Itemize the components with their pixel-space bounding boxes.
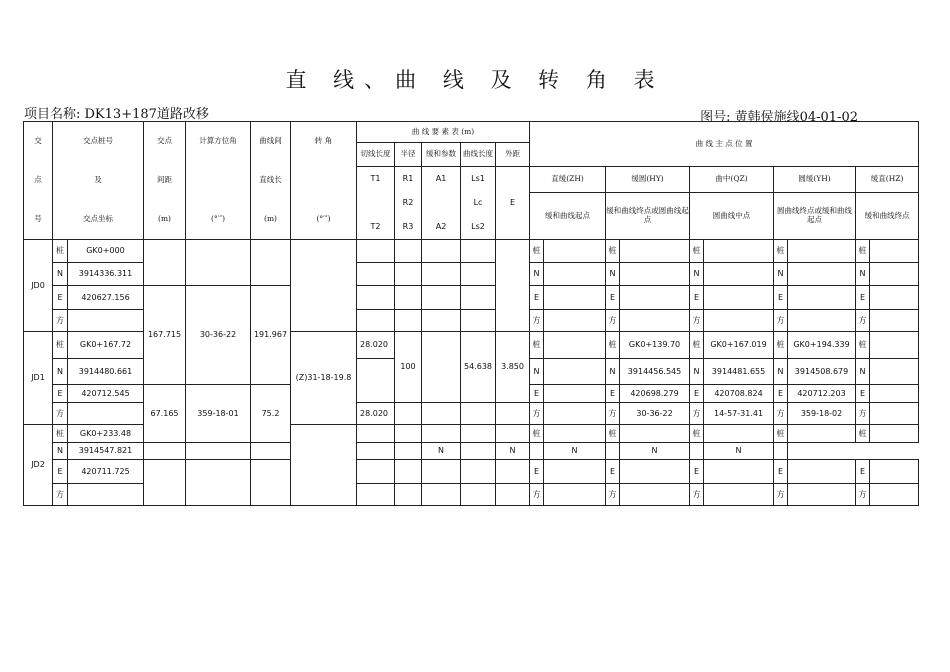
- curve-elements-header: 曲 线 要 素 表 (m): [357, 122, 530, 143]
- row-label: N: [774, 359, 788, 385]
- row-label: N: [496, 443, 530, 460]
- hy-n: 3914456.545: [620, 359, 690, 385]
- hy-direction: 30-36-22: [620, 403, 690, 425]
- jd1-external: 3.850: [496, 332, 530, 403]
- hy-e: 420698.279: [620, 385, 690, 403]
- empty-cell: [704, 286, 774, 310]
- r-codes: R1 R2 R3: [395, 167, 422, 240]
- empty-cell: [422, 240, 461, 263]
- empty-cell: [544, 332, 606, 359]
- jd-header: 交 点 号: [24, 122, 53, 240]
- empty-cell: [395, 240, 422, 263]
- pile-header: 交点桩号 及 交点坐标: [53, 122, 144, 240]
- row-label: E: [606, 385, 620, 403]
- jd0-e: 420627.156: [68, 286, 144, 310]
- row-label: N: [422, 443, 461, 460]
- empty-cell: [186, 443, 251, 460]
- main-points-header: 曲 线 主 点 位 置: [530, 122, 919, 167]
- yh-pile: GK0+194.339: [788, 332, 856, 359]
- table-row: [24, 286, 919, 310]
- empty-cell: [357, 484, 395, 506]
- row-label: E: [690, 286, 704, 310]
- empty-cell: [544, 240, 606, 263]
- row-label: N: [53, 359, 68, 385]
- qz-pile: GK0+167.019: [704, 332, 774, 359]
- empty-cell: [690, 443, 704, 460]
- empty-cell: [704, 310, 774, 332]
- empty-cell: [461, 286, 496, 310]
- empty-cell: [461, 425, 496, 443]
- seg1-distance: 167.715: [144, 286, 186, 385]
- row-label: 桩: [856, 425, 870, 443]
- row-label: E: [774, 460, 788, 484]
- jd0-n: 3914336.311: [68, 263, 144, 286]
- empty-cell: [251, 460, 291, 506]
- row-label: 方: [606, 484, 620, 506]
- empty-cell: [544, 460, 606, 484]
- zh-sub: 缓和曲线起点: [530, 193, 606, 240]
- empty-cell: [774, 443, 788, 460]
- table-row: [24, 443, 919, 460]
- row-label: 桩: [530, 425, 544, 443]
- empty-cell: [144, 443, 186, 460]
- empty-cell: [395, 263, 422, 286]
- empty-cell: [620, 240, 690, 263]
- qz-n: 3914481.655: [704, 359, 774, 385]
- hy-pile: GK0+139.70: [620, 332, 690, 359]
- empty-cell: [870, 332, 919, 359]
- row-label: 桩: [606, 425, 620, 443]
- empty-cell: [395, 460, 422, 484]
- curve-length-header: 曲线长度: [461, 143, 496, 167]
- jd1-pile: GK0+167.72: [68, 332, 144, 359]
- hy-sub: 缓和曲线终点或圆曲线起点: [606, 193, 690, 240]
- row-label: 桩: [774, 425, 788, 443]
- row-label: 方: [690, 310, 704, 332]
- empty-cell: [291, 240, 357, 332]
- zh-header: 直缓(ZH): [530, 167, 606, 193]
- empty-cell: [544, 385, 606, 403]
- row-label: E: [53, 460, 68, 484]
- curve-table: [23, 121, 919, 506]
- drawing-number: 图号: 黄韩侯施线04-01-02: [700, 110, 858, 125]
- empty-cell: [357, 310, 395, 332]
- empty-cell: [870, 425, 919, 443]
- empty-cell: [544, 310, 606, 332]
- yh-header: 圆缓(YH): [774, 167, 856, 193]
- row-label: N: [53, 263, 68, 286]
- row-label: 方: [606, 310, 620, 332]
- jd1-t1: 28.020: [357, 332, 395, 359]
- row-label: N: [606, 263, 620, 286]
- row-label: 方: [606, 403, 620, 425]
- row-label: 桩: [774, 332, 788, 359]
- hz-sub: 缓和曲线终点: [856, 193, 919, 240]
- row-label: 方: [530, 484, 544, 506]
- empty-cell: [422, 460, 461, 484]
- empty-cell: [395, 484, 422, 506]
- row-label: 桩: [606, 332, 620, 359]
- empty-cell: [357, 425, 395, 443]
- empty-cell: [357, 240, 395, 263]
- row-label: 桩: [856, 240, 870, 263]
- empty-cell: [544, 263, 606, 286]
- row-label: 桩: [774, 240, 788, 263]
- empty-cell: [68, 484, 144, 506]
- empty-cell: [291, 425, 357, 506]
- empty-cell: [395, 443, 422, 460]
- project-name: 项目名称: DK13+187道路改移: [24, 107, 209, 122]
- row-label: N: [620, 443, 690, 460]
- empty-cell: [461, 443, 496, 460]
- row-label: 方: [774, 310, 788, 332]
- empty-cell: [496, 425, 530, 443]
- row-label: 桩: [53, 332, 68, 359]
- empty-cell: [186, 240, 251, 286]
- empty-cell: [620, 460, 690, 484]
- row-label: N: [690, 359, 704, 385]
- jd0-name: JD0: [24, 240, 53, 332]
- row-label: 方: [856, 484, 870, 506]
- row-label: E: [774, 286, 788, 310]
- jd1-name: JD1: [24, 332, 53, 425]
- jd2-name: JD2: [24, 425, 53, 506]
- row-label: N: [530, 359, 544, 385]
- row-label: E: [690, 385, 704, 403]
- e-code: E: [496, 167, 530, 240]
- empty-cell: [620, 425, 690, 443]
- empty-cell: [496, 403, 530, 425]
- empty-cell: [357, 443, 395, 460]
- empty-cell: [530, 443, 544, 460]
- row-label: N: [704, 443, 774, 460]
- empty-cell: [461, 263, 496, 286]
- empty-cell: [357, 460, 395, 484]
- empty-cell: [870, 484, 919, 506]
- row-label: N: [856, 263, 870, 286]
- empty-cell: [422, 286, 461, 310]
- row-label: 方: [690, 403, 704, 425]
- row-label: 桩: [53, 425, 68, 443]
- qz-direction: 14-57-31.41: [704, 403, 774, 425]
- empty-cell: [870, 310, 919, 332]
- row-label: E: [774, 385, 788, 403]
- empty-cell: [395, 286, 422, 310]
- seg2-straight: 75.2: [251, 385, 291, 443]
- qz-e: 420708.824: [704, 385, 774, 403]
- yh-sub: 圆曲线终点或缓和曲线起点: [774, 193, 856, 240]
- seg2-distance: 67.165: [144, 385, 186, 443]
- empty-cell: [461, 403, 496, 425]
- empty-cell: [606, 443, 620, 460]
- empty-cell: [422, 332, 461, 403]
- empty-cell: [788, 425, 856, 443]
- row-label: E: [530, 286, 544, 310]
- jd2-n: 3914547.821: [68, 443, 144, 460]
- empty-cell: [870, 286, 919, 310]
- row-label: 方: [53, 310, 68, 332]
- seg2-azimuth: 359-18-01: [186, 385, 251, 443]
- empty-cell: [870, 403, 919, 425]
- row-label: N: [856, 359, 870, 385]
- empty-cell: [357, 359, 395, 403]
- row-label: 方: [530, 310, 544, 332]
- seg1-azimuth: 30-36-22: [186, 286, 251, 385]
- empty-cell: [544, 286, 606, 310]
- hz-header: 缓直(HZ): [856, 167, 919, 193]
- empty-cell: [544, 403, 606, 425]
- table-row: [24, 240, 919, 263]
- yh-n: 3914508.679: [788, 359, 856, 385]
- row-label: 桩: [606, 240, 620, 263]
- row-label: E: [606, 460, 620, 484]
- empty-cell: [704, 425, 774, 443]
- jd2-e: 420711.725: [68, 460, 144, 484]
- empty-cell: [496, 240, 530, 332]
- empty-cell: [422, 403, 461, 425]
- row-label: E: [53, 286, 68, 310]
- jd1-turn-angle: (Z)31-18-19.8: [291, 332, 357, 425]
- empty-cell: [544, 484, 606, 506]
- empty-cell: [704, 263, 774, 286]
- empty-cell: [496, 484, 530, 506]
- empty-cell: [422, 425, 461, 443]
- row-label: E: [856, 286, 870, 310]
- table-title: 直 线、曲 线 及 转 角 表: [285, 68, 665, 92]
- jd1-e: 420712.545: [68, 385, 144, 403]
- row-label: 方: [690, 484, 704, 506]
- empty-cell: [144, 240, 186, 286]
- qz-sub: 圆曲线中点: [690, 193, 774, 240]
- empty-cell: [422, 484, 461, 506]
- row-label: 方: [53, 484, 68, 506]
- empty-cell: [68, 403, 144, 425]
- row-label: 方: [530, 403, 544, 425]
- row-label: 方: [774, 403, 788, 425]
- empty-cell: [422, 310, 461, 332]
- jd2-pile: GK0+233.48: [68, 425, 144, 443]
- jd1-n: 3914480.661: [68, 359, 144, 385]
- straight-length-header: 曲线间 直线长 (m): [251, 122, 291, 240]
- empty-cell: [461, 460, 496, 484]
- row-label: 方: [856, 403, 870, 425]
- row-label: 方: [774, 484, 788, 506]
- empty-cell: [788, 240, 856, 263]
- empty-cell: [704, 460, 774, 484]
- row-label: N: [544, 443, 606, 460]
- row-label: N: [53, 443, 68, 460]
- row-label: N: [690, 263, 704, 286]
- empty-cell: [870, 385, 919, 403]
- empty-cell: [461, 240, 496, 263]
- hy-header: 缓圆(HY): [606, 167, 690, 193]
- empty-cell: [788, 310, 856, 332]
- empty-cell: [422, 263, 461, 286]
- row-label: E: [606, 286, 620, 310]
- row-label: E: [530, 460, 544, 484]
- empty-cell: [620, 310, 690, 332]
- empty-cell: [788, 263, 856, 286]
- empty-cell: [788, 286, 856, 310]
- turn-angle-header: 转 角 (°′″): [291, 122, 357, 240]
- jd1-curve-length: 54.638: [461, 332, 496, 403]
- jd1-t2: 28.020: [357, 403, 395, 425]
- empty-cell: [620, 484, 690, 506]
- empty-cell: [357, 286, 395, 310]
- row-label: E: [856, 385, 870, 403]
- empty-cell: [704, 240, 774, 263]
- empty-cell: [461, 310, 496, 332]
- row-label: 方: [856, 310, 870, 332]
- spiral-header: 缓和参数: [422, 143, 461, 167]
- empty-cell: [620, 263, 690, 286]
- empty-cell: [357, 263, 395, 286]
- distance-header: 交点 间距 (m): [144, 122, 186, 240]
- qz-header: 曲中(QZ): [690, 167, 774, 193]
- jd1-radius: 100: [395, 332, 422, 403]
- empty-cell: [788, 460, 856, 484]
- a-codes: A1 A2: [422, 167, 461, 240]
- l-codes: Ls1 Lc Ls2: [461, 167, 496, 240]
- row-label: E: [856, 460, 870, 484]
- row-label: 桩: [53, 240, 68, 263]
- radius-header: 半径: [395, 143, 422, 167]
- row-label: 桩: [530, 332, 544, 359]
- row-label: 桩: [690, 425, 704, 443]
- tangent-header: 切线长度: [357, 143, 395, 167]
- yh-e: 420712.203: [788, 385, 856, 403]
- external-header: 外距: [496, 143, 530, 167]
- empty-cell: [704, 484, 774, 506]
- azimuth-header: 计算方位角 (°′″): [186, 122, 251, 240]
- row-label: E: [690, 460, 704, 484]
- empty-cell: [186, 460, 251, 506]
- row-label: N: [606, 359, 620, 385]
- empty-cell: [68, 310, 144, 332]
- jd0-pile: GK0+000: [68, 240, 144, 263]
- seg1-straight: 191.967: [251, 286, 291, 385]
- empty-cell: [144, 460, 186, 506]
- row-label: 桩: [856, 332, 870, 359]
- row-label: 方: [53, 403, 68, 425]
- empty-cell: [251, 240, 291, 286]
- row-label: E: [53, 385, 68, 403]
- header-row-1: [24, 122, 919, 143]
- empty-cell: [251, 443, 291, 460]
- t-codes: T1 T2: [357, 167, 395, 240]
- empty-cell: [544, 425, 606, 443]
- empty-cell: [870, 240, 919, 263]
- row-label: 桩: [690, 240, 704, 263]
- yh-direction: 359-18-02: [788, 403, 856, 425]
- empty-cell: [496, 460, 530, 484]
- empty-cell: [395, 403, 422, 425]
- row-label: E: [530, 385, 544, 403]
- empty-cell: [461, 484, 496, 506]
- row-label: 桩: [530, 240, 544, 263]
- row-label: N: [530, 263, 544, 286]
- empty-cell: [870, 460, 919, 484]
- table-row: [24, 460, 919, 484]
- empty-cell: [544, 359, 606, 385]
- row-label: 桩: [690, 332, 704, 359]
- empty-cell: [788, 484, 856, 506]
- empty-cell: [870, 263, 919, 286]
- empty-cell: [870, 359, 919, 385]
- row-label: N: [774, 263, 788, 286]
- empty-cell: [395, 425, 422, 443]
- empty-cell: [620, 286, 690, 310]
- empty-cell: [395, 310, 422, 332]
